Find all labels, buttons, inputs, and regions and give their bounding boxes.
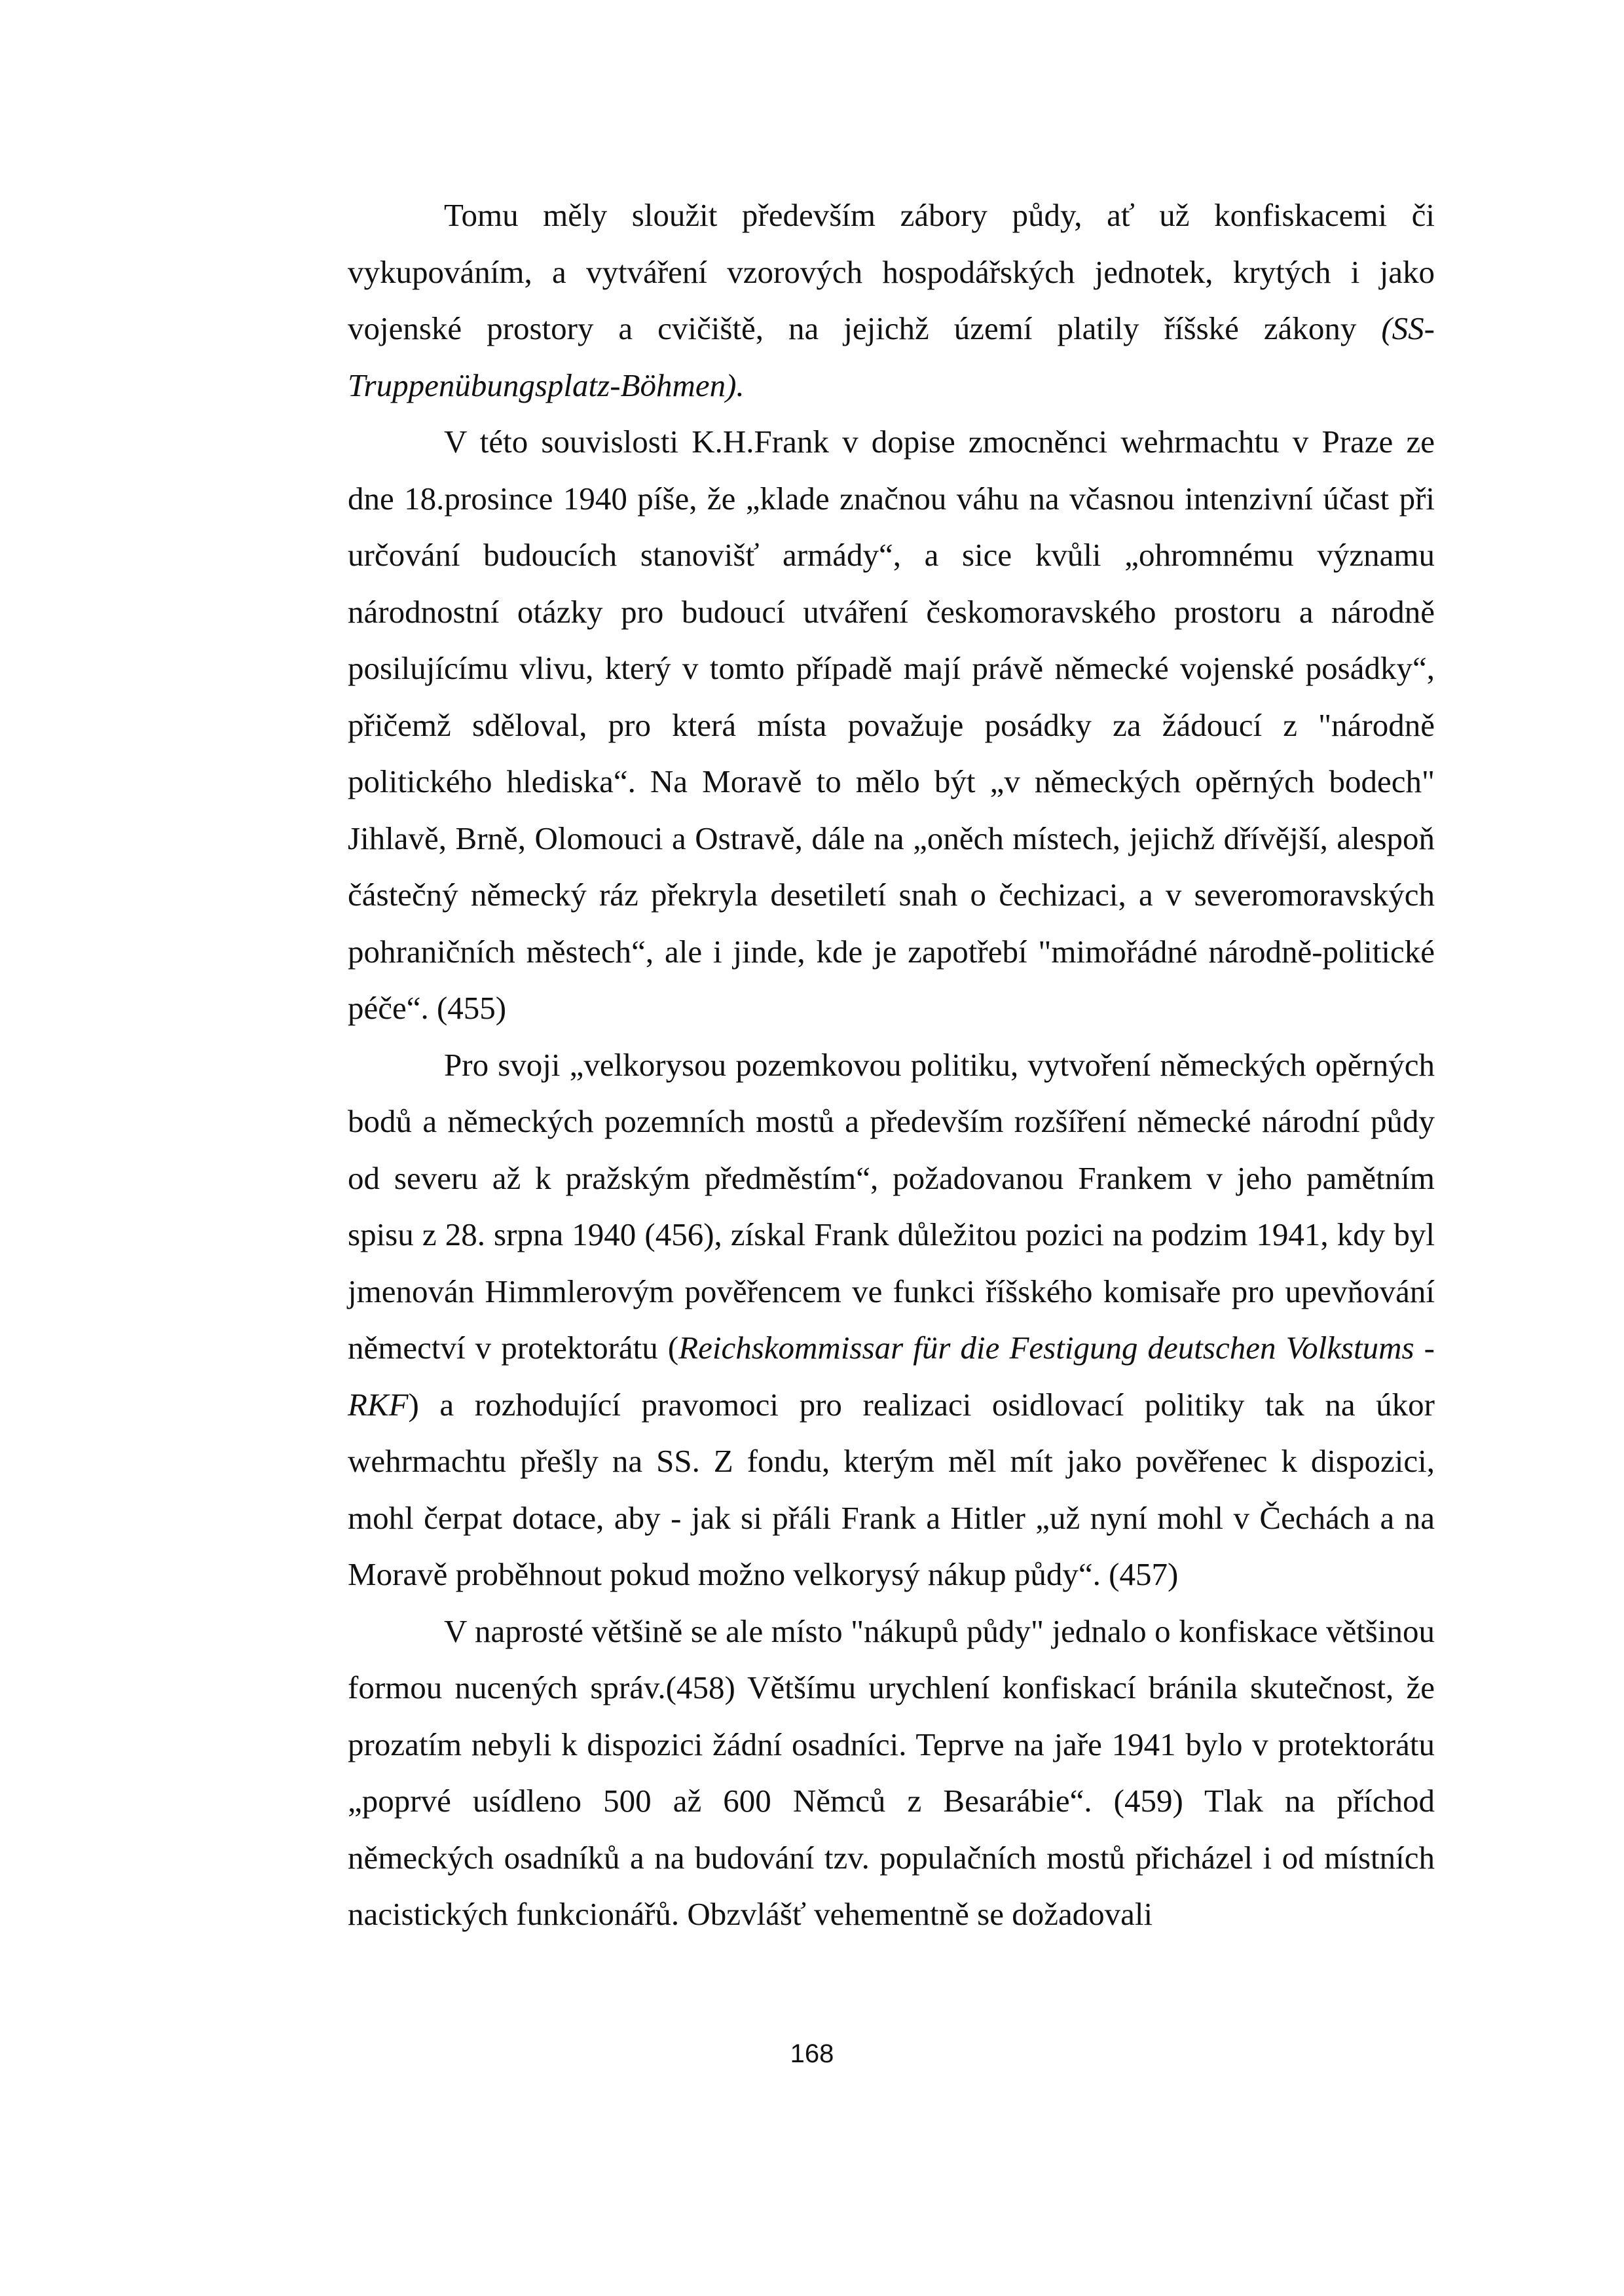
paragraph-2 (348, 414, 1435, 1037)
paragraph-4 (348, 1603, 1435, 1943)
paragraph-2-text: V této souvislosti K.H.Frank v dopise zmocněnci wehrmachtu v Praze ze dne 18.prosince 1940 píše, že „klade značnou váhu na včasnou intenzivní účast při určování budoucích stanovišť armády“, a sice kvůli „ohromnému významu národnostní otázky pro budoucí utváření českomoravského prostoru a národně posilujícímu vlivu, který v tomto případě mají právě německé vojenské posádky“, přičemž sděloval, pro která místa považuje posádky za žádoucí z "národně politického hlediska“. Na Moravě to mělo být „v německých opěrných bodech" Jihlavě, Brně, Olomouci a Ostravě, dále na „oněch místech, jejichž dřívější, alespoň částečný německý ráz překryla desetiletí snah o čechizaci, a v severomoravských pohraničních městech“, ale i jinde, kde je zapotřebí "mimořádné národně-politické péče“. (455) (348, 424, 1435, 1026)
paragraph-3-text-after: ) a rozhodující pravomoci pro realizaci osidlovací politiky tak na úkor wehrmachtu přešly na SS. Z fondu, kterým měl mít jako pověřenec k dispozici, mohl čerpat dotace, aby - jak si přáli Frank a Hitler „už nyní mohl v Čechách a na Moravě proběhnout pokud možno velkorysý nákup půdy“. (457) (348, 1386, 1435, 1592)
paragraph-3 (348, 1037, 1435, 1603)
page-number: 168 (790, 2039, 834, 2068)
paragraph-1-text: Tomu měly sloužit především zábory půdy, ať už konfiskacemi či vykupováním, a vytváření vzorových hospodářských jednotek, krytých i jako vojenské prostory a cvičiště, na jejichž území platily říšské zákony (348, 197, 1435, 346)
paragraph-1 (348, 187, 1435, 414)
paragraph-3-text-before: Pro svoji „velkorysou pozemkovou politiku, vytvoření německých opěrných bodů a německých pozemních mostů a především rozšíření německé národní půdy od severu až k pražským předměstím“, požadovanou Frankem v jeho pamětním spisu z 28. srpna 1940 (456), získal Frank důležitou pozici na podzim 1941, kdy byl jmenován Himmlerovým pověřencem ve funkci říšského komisaře pro upevňování němectví v protektorátu ( (348, 1046, 1435, 1366)
paragraph-4-text: V naprosté většině se ale místo "nákupů půdy" jednalo o konfiskace většinou formou nucených správ.(458) Většímu urychlení konfiskací bránila skutečnost, že prozatím nebyli k dispozici žádní osadníci. Teprve na jaře 1941 bylo v protektorátu „poprvé usídleno 500 až 600 Němců z Besarábie“. (459) Tlak na příchod německých osadníků a na budování tzv. populačních mostů přicházel i od místních nacistických funkcionářů. Obzvlášť vehementně se dožadovali (348, 1613, 1435, 1932)
body-text (348, 187, 1435, 1943)
paragraph-3-italic: Reichskommissar für die Festigung deutschen Volkstums - RKF (348, 1330, 1435, 1423)
paragraph-1-italic: (SS-Truppenübungsplatz-Böhmen). (348, 310, 1435, 403)
